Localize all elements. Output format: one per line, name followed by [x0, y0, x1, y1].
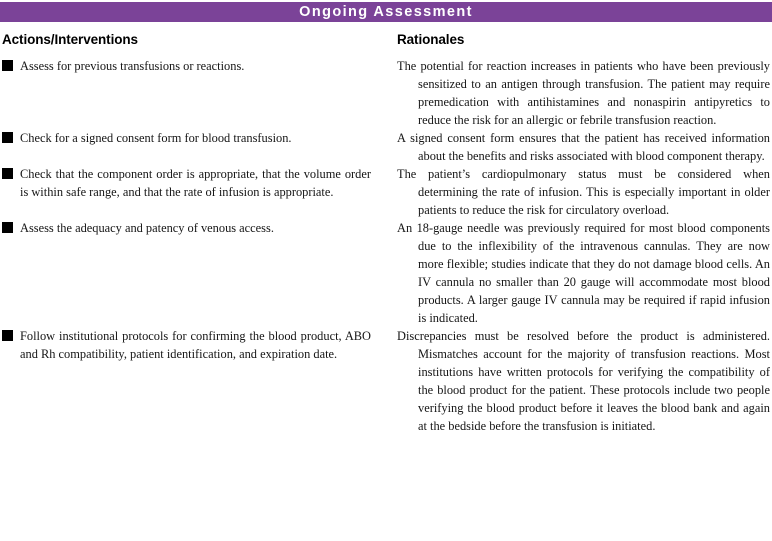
column-header-actions: Actions/Interventions: [2, 32, 138, 47]
bullet-square-icon: [2, 330, 13, 341]
section-title: Ongoing Assessment: [299, 4, 473, 20]
bullet-square-icon: [2, 60, 13, 71]
bullet-square-icon: [2, 132, 13, 143]
action-item: [2, 129, 371, 165]
action-text: Check for a signed consent form for blood transfusion.: [20, 131, 292, 145]
section-header-bar: [0, 2, 772, 22]
rationale-text: Discrepancies must be resolved before the product is administered. Mismatches account for the majority of transfusion reactions. Most institutions have written protocols for verifying the compatibility of the blood product for the patient. These protocols include two people verifying the blood product before it leaves the blood bank and again at the bedside before the transfusion is initiated.: [397, 329, 770, 433]
assessment-table: [0, 57, 772, 435]
rationale-text: The patient’s cardiopulmonary status must be considered when determining the rate of infusion. This is especially important in older patients to reduce the risk for circulatory overload.: [397, 167, 770, 217]
action-item: [2, 219, 371, 327]
action-text: Follow institutional protocols for confirming the blood product, ABO and Rh compatibility, patient identification, and expiration date.: [20, 329, 371, 361]
action-text: Check that the component order is appropriate, that the volume order is within safe range, and that the rate of infusion is appropriate.: [20, 167, 371, 199]
action-item: [2, 57, 371, 129]
rationale-text: A signed consent form ensures that the patient has received information about the benefits and risks associated with blood component therapy.: [397, 131, 770, 163]
action-item: [2, 327, 371, 435]
action-text: Assess the adequacy and patency of venous access.: [20, 221, 274, 235]
bullet-square-icon: [2, 168, 13, 179]
action-item: [2, 165, 371, 219]
rationale-text: The potential for reaction increases in patients who have been previously sensitized to an antigen through transfusion. The patient may require premedication with antihistamines and nonaspirin antipyretics to reduce the risk for an allergic or febrile transfusion reaction.: [397, 59, 770, 127]
bullet-square-icon: [2, 222, 13, 233]
column-headers: [0, 33, 772, 47]
rationale-text: An 18-gauge needle was previously required for most blood components due to the inflexibility of the intravenous cannulas. They are now more flexible; studies indicate that they do not damage blood cells. An IV cannula no smaller than 20 gauge will accommodate most blood products. A larger gauge IV cannula may be required if rapid infusion is indicated.: [397, 221, 770, 325]
column-header-rationales: Rationales: [397, 32, 465, 47]
action-text: Assess for previous transfusions or reactions.: [20, 59, 245, 73]
